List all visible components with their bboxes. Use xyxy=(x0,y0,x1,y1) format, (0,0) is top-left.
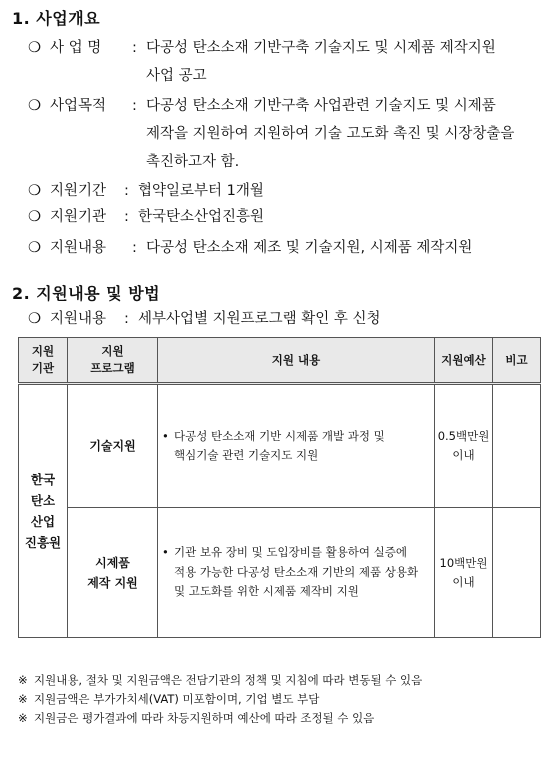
reference-mark-icon: ※ xyxy=(18,673,28,687)
overview-item-period: ❍ 지원기간 : 협약일로부터 1개월 xyxy=(28,177,540,205)
header-agency: 지원 기관 xyxy=(19,338,68,384)
header-program: 지원 프로그램 xyxy=(68,338,158,384)
cell-content: • 기관 보유 장비 및 도입장비를 활용하여 실증에 적용 가능한 다공성 탄소소재 기반의 제품 상용화 및 고도화를 위한 시제품 제작비 지원 xyxy=(158,508,435,638)
cell-note xyxy=(493,384,541,508)
cell-budget: 10백만원 이내 xyxy=(435,508,493,638)
item-text: 세부사업별 지원프로그램 확인 후 신청 xyxy=(138,311,381,327)
header-content: 지원 내용 xyxy=(158,338,435,384)
bullet-dot-icon: • xyxy=(162,545,169,560)
table-row xyxy=(19,384,541,508)
cell-program: 기술지원 xyxy=(68,384,158,508)
footnote: ※ 지원금액은 부가가치세(VAT) 미포함이며, 기업 별도 부담 xyxy=(18,692,320,706)
overview-item-project-name: ❍ 사 업 명 : 다공성 탄소소재 기반구축 기술지도 및 시제품 제작지원 사업 공고 xyxy=(28,34,540,90)
reference-mark-icon: ※ xyxy=(18,711,28,725)
circle-bullet-icon: ❍ xyxy=(28,40,41,56)
table-header-row xyxy=(19,338,541,384)
overview-item-support: ❍ 지원내용 : 다공성 탄소소재 제조 및 기술지원, 시제품 제작지원 xyxy=(28,234,540,262)
circle-bullet-icon: ❍ xyxy=(28,98,41,114)
item-text: 협약일로부터 1개월 xyxy=(138,183,264,199)
circle-bullet-icon: ❍ xyxy=(28,209,41,225)
item-label: 사 업 명 xyxy=(50,40,102,56)
circle-bullet-icon: ❍ xyxy=(28,311,41,327)
cell-content: • 다공성 탄소소재 기반 시제품 개발 과정 및 핵심기술 관련 기술지도 지원 xyxy=(158,384,435,508)
item-text: 다공성 탄소소재 제조 및 기술지원, 시제품 제작지원 xyxy=(146,240,473,256)
section-2-title: 2. 지원내용 및 방법 xyxy=(12,284,161,303)
cell-agency: 한국 탄소 산업 진흥원 xyxy=(19,384,68,638)
item-text: 다공성 탄소소재 기반구축 사업관련 기술지도 및 시제품 제작을 지원하여 지원하여 기술 고도화 촉진 및 시장창출을 촉진하고자 함. xyxy=(146,98,515,170)
section-1-title: 1. 사업개요 xyxy=(12,9,101,28)
cell-program: 시제품 제작 지원 xyxy=(68,508,158,638)
item-text: 다공성 탄소소재 기반구축 기술지도 및 시제품 제작지원 사업 공고 xyxy=(146,40,496,84)
method-item-support: ❍ 지원내용 : 세부사업별 지원프로그램 확인 후 신청 xyxy=(28,305,540,333)
item-text: 한국탄소산업진흥원 xyxy=(138,209,265,225)
footnote: ※ 지원금은 평가결과에 따라 차등지원하며 예산에 따라 조정될 수 있음 xyxy=(18,711,375,725)
circle-bullet-icon: ❍ xyxy=(28,240,41,256)
item-label: 지원내용 xyxy=(50,240,107,256)
item-label: 지원내용 xyxy=(50,311,107,327)
overview-item-purpose: ❍ 사업목적 : 다공성 탄소소재 기반구축 사업관련 기술지도 및 시제품 제작을 지원하여 지원하여 기술 고도화 촉진 및 시장창출을 촉진하고자 함. xyxy=(28,92,540,176)
header-note: 비고 xyxy=(493,338,541,384)
header-budget: 지원예산 xyxy=(435,338,493,384)
item-label: 지원기간 xyxy=(50,183,107,199)
circle-bullet-icon: ❍ xyxy=(28,183,41,199)
cell-budget: 0.5백만원 이내 xyxy=(435,384,493,508)
bullet-dot-icon: • xyxy=(162,428,169,443)
overview-item-agency: ❍ 지원기관 : 한국탄소산업진흥원 xyxy=(28,203,540,231)
cell-note xyxy=(493,508,541,638)
footnote: ※ 지원내용, 절차 및 지원금액은 전담기관의 정책 및 지침에 따라 변동될 수 있음 xyxy=(18,673,423,687)
item-label: 지원기관 xyxy=(50,209,107,225)
support-program-table xyxy=(18,337,541,638)
reference-mark-icon: ※ xyxy=(18,692,28,706)
item-label: 사업목적 xyxy=(50,98,107,114)
table-row xyxy=(19,508,541,638)
